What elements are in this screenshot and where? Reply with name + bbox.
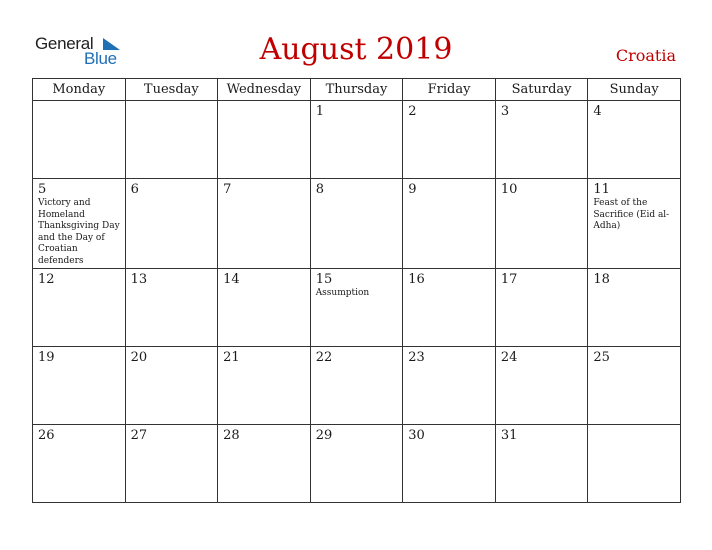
- day-cell: [33, 346, 126, 424]
- day-cell: [588, 101, 681, 179]
- day-number: 1: [315, 104, 324, 119]
- day-number: 29: [315, 427, 333, 443]
- day-number: 5: [38, 182, 47, 197]
- weekday-header: Sunday: [588, 79, 681, 101]
- holiday-label: Feast of the Sacrifice (Eid al-Adha): [593, 198, 670, 232]
- day-number: 28: [223, 427, 240, 443]
- day-cell: [310, 101, 403, 179]
- day-number: 12: [38, 271, 55, 287]
- day-cell: [218, 424, 311, 502]
- day-number: 10: [500, 182, 518, 197]
- day-number: 21: [223, 349, 240, 365]
- week-row: [33, 179, 681, 269]
- day-cell: [33, 424, 126, 502]
- day-cell: [218, 179, 311, 269]
- day-number: 19: [38, 349, 55, 365]
- day-number: 22: [315, 349, 333, 365]
- day-number: 31: [500, 427, 518, 443]
- day-number: 17: [500, 271, 518, 287]
- holiday-label: Victory and Homeland Thanksgiving Day and the Day of Croatian defenders: [38, 198, 120, 266]
- day-cell: [33, 268, 126, 346]
- page-title: August 2019: [259, 32, 453, 67]
- day-number: 30: [408, 427, 425, 443]
- day-number: 27: [130, 427, 148, 443]
- day-cell: [125, 346, 218, 424]
- day-cell: [495, 179, 588, 269]
- day-number: 23: [408, 349, 425, 365]
- country-label: Croatia: [615, 46, 676, 65]
- day-cell: [33, 179, 126, 269]
- day-cell: [588, 179, 681, 269]
- day-number: 15: [315, 271, 333, 287]
- day-cell: [495, 268, 588, 346]
- weekday-header: Wednesday: [218, 79, 311, 101]
- weekday-header-row: [33, 79, 681, 101]
- day-cell: [125, 101, 218, 179]
- day-number: 7: [223, 182, 232, 197]
- day-cell: [310, 346, 403, 424]
- day-number: 24: [500, 349, 518, 365]
- day-number: 11: [593, 182, 610, 197]
- day-number: 4: [593, 104, 602, 119]
- day-number: 8: [315, 182, 324, 197]
- day-cell: [125, 268, 218, 346]
- day-number: 25: [593, 349, 610, 365]
- day-number: 14: [223, 271, 240, 287]
- week-row: [33, 268, 681, 346]
- day-number: 26: [38, 427, 55, 443]
- day-number: 2: [408, 104, 417, 119]
- weekday-header: Thursday: [310, 79, 403, 101]
- week-row: [33, 346, 681, 424]
- logo-word-blue: Blue: [84, 49, 117, 68]
- day-number: 9: [408, 182, 417, 197]
- calendar-header: [0, 0, 712, 78]
- day-cell: [218, 346, 311, 424]
- day-cell: [588, 424, 681, 502]
- day-cell: [125, 179, 218, 269]
- day-number: 6: [130, 182, 139, 197]
- day-cell: [495, 424, 588, 502]
- day-cell: [588, 346, 681, 424]
- day-cell: [495, 346, 588, 424]
- weekday-header: Monday: [33, 79, 126, 101]
- day-number: 20: [130, 349, 148, 365]
- day-cell: [588, 268, 681, 346]
- day-cell: [310, 424, 403, 502]
- day-cell: [403, 268, 496, 346]
- day-cell: [310, 268, 403, 346]
- day-cell: [125, 424, 218, 502]
- weekday-header: Saturday: [495, 79, 588, 101]
- day-cell: [33, 101, 126, 179]
- day-cell: [403, 424, 496, 502]
- day-cell: [403, 101, 496, 179]
- week-row: [33, 101, 681, 179]
- weekday-header: Friday: [403, 79, 496, 101]
- day-number: 16: [408, 271, 425, 287]
- day-cell: [218, 268, 311, 346]
- day-cell: [403, 346, 496, 424]
- day-number: 3: [500, 104, 510, 119]
- day-number: 18: [593, 271, 610, 287]
- logo-word-general: General: [35, 34, 94, 53]
- weekday-header: Tuesday: [125, 79, 218, 101]
- day-cell: [218, 101, 311, 179]
- holiday-label: Assumption: [315, 287, 370, 298]
- day-cell: [403, 179, 496, 269]
- calendar-grid: [32, 78, 681, 503]
- day-cell: [495, 101, 588, 179]
- week-row: [33, 424, 681, 502]
- day-cell: [310, 179, 403, 269]
- day-number: 13: [130, 271, 148, 287]
